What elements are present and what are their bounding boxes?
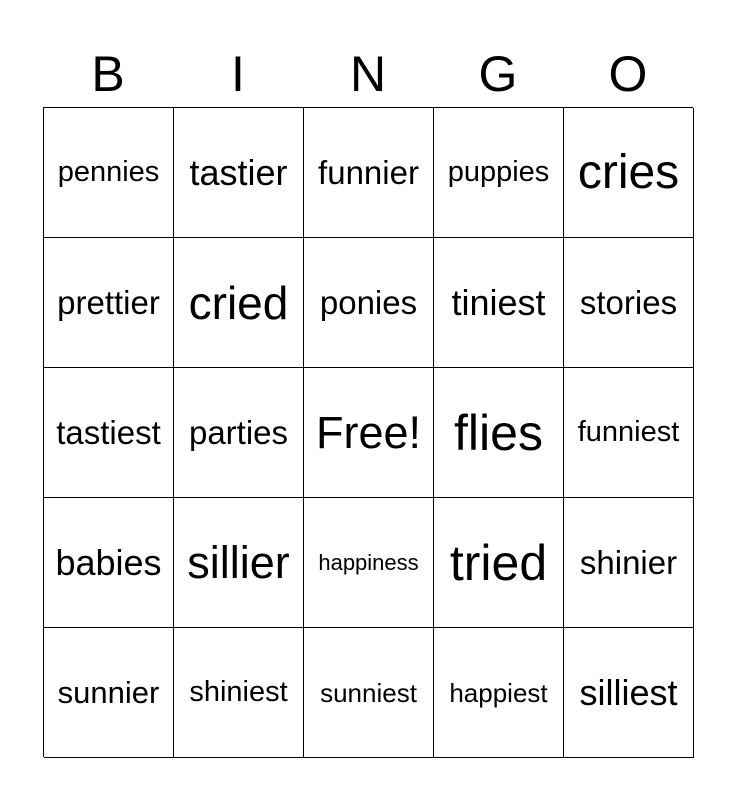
- header-letter-g: G: [478, 46, 518, 102]
- bingo-cell[interactable]: funnier: [304, 108, 434, 238]
- bingo-cell[interactable]: pennies: [44, 108, 174, 238]
- bingo-cell[interactable]: flies: [434, 368, 564, 498]
- bingo-cell[interactable]: sunnier: [44, 628, 174, 758]
- bingo-cell[interactable]: ponies: [304, 238, 434, 368]
- header-letter-n: N: [349, 46, 387, 102]
- bingo-cell[interactable]: prettier: [44, 238, 174, 368]
- bingo-cell[interactable]: silliest: [564, 628, 694, 758]
- bingo-cell[interactable]: sillier: [174, 498, 304, 628]
- bingo-board: [43, 107, 693, 757]
- header-letter-o: O: [608, 46, 648, 102]
- bingo-cell[interactable]: stories: [564, 238, 694, 368]
- bingo-cell[interactable]: cries: [564, 108, 694, 238]
- bingo-cell[interactable]: happiness: [304, 498, 434, 628]
- header-letter-b: B: [91, 46, 125, 102]
- bingo-cell[interactable]: tiniest: [434, 238, 564, 368]
- bingo-cell[interactable]: tastiest: [44, 368, 174, 498]
- free-space-cell[interactable]: Free!: [304, 368, 434, 498]
- bingo-cell[interactable]: sunniest: [304, 628, 434, 758]
- bingo-cell[interactable]: parties: [174, 368, 304, 498]
- bingo-cell[interactable]: happiest: [434, 628, 564, 758]
- bingo-cell[interactable]: shinier: [564, 498, 694, 628]
- bingo-cell[interactable]: puppies: [434, 108, 564, 238]
- bingo-cell[interactable]: tried: [434, 498, 564, 628]
- bingo-cell[interactable]: babies: [44, 498, 174, 628]
- bingo-cell[interactable]: tastier: [174, 108, 304, 238]
- bingo-cell[interactable]: shiniest: [174, 628, 304, 758]
- bingo-cell[interactable]: cried: [174, 238, 304, 368]
- bingo-header: [43, 40, 693, 108]
- bingo-cell[interactable]: funniest: [564, 368, 694, 498]
- header-letter-i: I: [231, 46, 245, 102]
